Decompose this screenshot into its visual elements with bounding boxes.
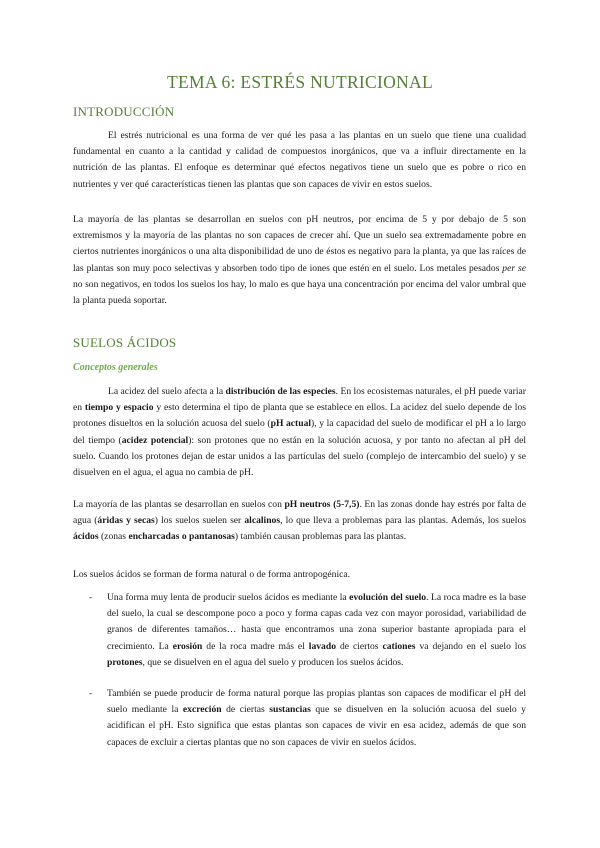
acid-paragraph-1: La acidez del suelo afecta a la distribución de las especies. En los ecosistemas naturales, el pH puede variar en tiempo y espacio y esto determina el tipo de planta que se establece en ellos. La acidez del suelo depende de los protones disueltos en la solución acuosa del suelo (pH actual), y la capacidad del suelo de modificar el pH a lo largo del tiempo (acidez potencial): son protones que no están en la solución acuosa, y por tanto no afectan al pH del suelo. Cuando los protones dejan de estar unidos a las partículas del suelo (complejo de intercambio del suelo) y se disuelven en el agua, el agua no cambia de pH.: [73, 386, 527, 479]
list-item-text: También se puede producir de forma natural porque las propias plantas son capaces de modificar el pH del suelo mediante la excreción de ciertas sustancias que se disuelven en la solución acuosa del suelo y acidifican el pH. Esto significa que estas plantas son capaces de vivir en esa acidez, además de que son capaces de excluir a ciertas plantas que no son capaces de vivir en suelos ácidos.: [107, 688, 526, 748]
intro-paragraph-1: El estrés nutricional es una forma de ver qué les pasa a las plantas en un suelo que tiene una cualidad fundamental en cuanto a la cantidad y calidad de compuestos inorgánicos, que va a influir directamente en la nutrición de las plantas. El enfoque es determinar qué efectos negativos tiene un suelo que es pobre o rico en nutrientes y ver qué características tienen las plantas que son capaces de vivir en estos suelos.: [73, 130, 526, 190]
list-item: [73, 590, 526, 671]
acid-paragraph-3: Los suelos ácidos se forman de forma natural o de forma antropogénica.: [73, 569, 351, 580]
list-item-text: Una forma muy lenta de producir suelos ácidos es mediante la evolución del suelo. La roca madre es la base del suelo, la cual se descompone poco a poco y forma capas cada vez con mayor porosidad, variabilidad de granos de diferentes tamaños… hasta que encontramos una zona superior bastante apropiada para el crecimiento. La erosión de la roca madre más el lavado de ciertos cationes va dejando en el suelo los protones, que se disuelven en el agua del suelo y producen los suelos ácidos.: [107, 592, 527, 668]
list-bullet: -: [89, 688, 93, 699]
intro-paragraph-2: La mayoría de las plantas se desarrollan en suelos con pH neutros, por encima de 5 y por debajo de 5 son extremismos y la mayoría de las plantas no son capaces de crecer ahí. Que un suelo sea extremadamente pobre en ciertos nutrientes inorgánicos o una alta disponibilidad de uno de éstos es negativo para la planta, ya que las raíces de las plantas son muy poco selectivas y absorben todo tipo de iones que estén en el suelo. Los metales pesados per se no son negativos, en todos los suelos los hay, lo malo es que haya una concentración por encima del valor umbral que la planta pueda soportar.: [73, 214, 526, 307]
list-item: [73, 686, 526, 751]
document-title: TEMA 6: ESTRÉS NUTRICIONAL: [167, 72, 433, 92]
section-heading-introduccion: INTRODUCCIÓN: [73, 104, 175, 119]
subheading-conceptos-generales: Conceptos generales: [73, 362, 158, 373]
acid-paragraph-2: La mayoría de las plantas se desarrollan en suelos con pH neutros (5-7,5). En las zonas donde hay estrés por falta de agua (áridas y secas) los suelos suelen ser alcalinos, lo que lleva a problemas para las plantas. Además, los suelos ácidos (zonas encharcadas o pantanosas) también causan problemas para las plantas.: [73, 499, 526, 543]
section-heading-suelos-acidos: SUELOS ÁCIDOS: [73, 335, 177, 350]
list-bullet: -: [89, 592, 93, 603]
